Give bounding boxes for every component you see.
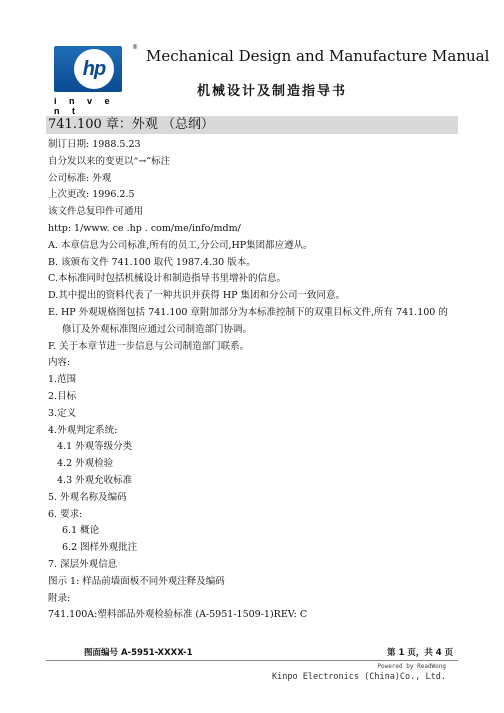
- body-line: C.本标准同时包括机械设计和制造指导书里增补的信息。: [48, 273, 286, 285]
- body-line: B. 该颁布文件 741.100 取代 1987.4.30 版本。: [48, 256, 256, 268]
- body-line: 制订日期: 1988.5.23: [48, 139, 141, 150]
- body-line: 3.定义: [48, 407, 77, 419]
- body-line: 2.目标: [48, 390, 77, 402]
- manual-title-english: Mechanical Design and Manufacture Manual: [146, 47, 490, 65]
- body-line: 741.100A:塑料部品外观检验标准 (A-5951-1509-1)REV: C: [48, 609, 308, 621]
- body-line: 公司标准: 外观: [48, 172, 112, 184]
- body-line: 1.范围: [48, 374, 77, 386]
- document-body: [48, 137, 468, 624]
- body-line: 4.1 外观等级分类: [57, 441, 133, 453]
- registered-mark: ®: [132, 44, 138, 51]
- body-line: 附录:: [48, 592, 71, 604]
- manual-title-chinese: 机械设计及制造指导书: [197, 84, 348, 99]
- hp-logo-circle: [74, 49, 114, 89]
- drawing-number: 图面编号 A-5951-XXXX-1: [84, 648, 193, 658]
- chapter-heading-bar: [46, 116, 458, 134]
- body-line: 4.外观判定系统:: [48, 424, 118, 436]
- body-line: A. 本章信息为公司标准,所有的员工,分公司,HP集团都应遵从。: [48, 239, 313, 251]
- body-line: 4.2 外观检验: [57, 458, 114, 470]
- body-line: 上次更改: 1996.2.5: [48, 189, 135, 201]
- body-line: 图示 1: 样品前墙面板不同外观注释及编码: [48, 575, 225, 587]
- body-line: 6.1 概论: [62, 525, 100, 537]
- hp-logo: [46, 40, 138, 116]
- company-name: Kinpo Electronics (China)Co., Ltd.: [272, 672, 446, 682]
- body-line: 6. 要求:: [48, 508, 83, 520]
- body-line: 该文件总复印件可通用: [48, 206, 144, 218]
- chapter-heading: 741.100 章：外观 （总纲）: [48, 117, 215, 132]
- body-line: 5. 外观名称及编码: [48, 491, 127, 503]
- body-line: D.其中提出的资料代表了一种共识并获得 HP 集团和分公司一致同意。: [48, 290, 346, 302]
- body-line: 7. 深层外观信息: [48, 558, 118, 570]
- body-line: 自分发以来的变更以“→”标注: [48, 155, 171, 167]
- hp-logo-badge: [54, 46, 122, 92]
- body-line: F. 关于本章节进一步信息与公司制造部门联系。: [48, 340, 250, 352]
- body-line: E. HP 外观规格图包括 741.100 章附加部分为本标准控制下的双重目标文件,所有 741.100 的: [48, 306, 448, 318]
- powered-by-text: Powered by ReadWong: [377, 663, 446, 670]
- body-line: 4.3 外观允收标准: [57, 474, 133, 486]
- hp-logo-tagline: i n v e n t: [54, 96, 115, 116]
- body-line: 修订及外观标准图应通过公司制造部门协调。: [62, 323, 253, 335]
- hp-logo-word: hp: [82, 57, 106, 80]
- page-indicator: 第 1 页，共 4 页: [387, 648, 454, 658]
- body-line: 6.2 图样外观批注: [62, 542, 138, 554]
- footer-divider: [46, 660, 458, 661]
- body-line: http: 1/www. ce .hp . com/me/info/mdm/: [48, 222, 241, 234]
- body-line: 内容:: [48, 357, 71, 369]
